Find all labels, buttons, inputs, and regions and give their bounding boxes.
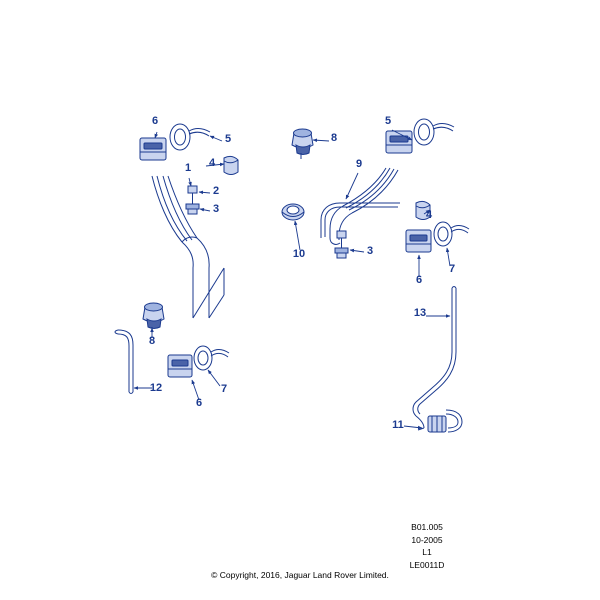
part-2-bolt-right <box>337 231 346 248</box>
callout-7-alt: 7 <box>448 263 456 275</box>
part-3-nut-left <box>186 204 199 214</box>
callout-4: 4 <box>208 157 216 169</box>
part-8-pump-right <box>292 129 313 159</box>
callout-7: 7 <box>220 383 228 395</box>
callout-1: 1 <box>184 162 192 174</box>
callout-5-alt: 5 <box>384 115 392 127</box>
part-7-grommet-bottom-left <box>194 346 229 370</box>
part-12-hose-left <box>115 330 133 394</box>
footer-drawing: LE0011D <box>409 559 445 570</box>
part-9-hose-right <box>321 168 400 244</box>
callout-6-alt: 6 <box>195 397 203 409</box>
part-11-connector <box>416 410 462 432</box>
callout-numbers <box>149 115 455 431</box>
part-8-pump-left <box>143 303 164 333</box>
callout-13: 13 <box>413 307 427 319</box>
part-4-cap-left <box>224 156 238 174</box>
part-6-clip-bottom-left <box>168 355 192 377</box>
callout-6-alt2: 6 <box>415 274 423 286</box>
part-1-hose-left <box>152 176 224 318</box>
part-5-grommet-right <box>414 119 454 145</box>
leader-lines <box>134 130 450 428</box>
part-5-grommet-left <box>170 124 210 150</box>
callout-2: 2 <box>212 185 220 197</box>
callout-4-alt: 4 <box>425 209 433 221</box>
callout-12: 12 <box>149 382 163 394</box>
callout-3-alt: 3 <box>366 245 374 257</box>
part-13-long-hose <box>413 287 456 417</box>
footer-model: L1 <box>422 547 432 557</box>
part-6-clip-left <box>140 138 166 160</box>
callout-5: 5 <box>224 133 232 145</box>
callout-9: 9 <box>355 158 363 170</box>
part-2-bolt-left <box>188 186 197 204</box>
footer-metadata <box>372 521 482 571</box>
callout-6: 6 <box>151 115 159 127</box>
part-6-clip-right-top <box>386 131 412 153</box>
callout-8: 8 <box>148 335 156 347</box>
callout-11: 11 <box>392 419 404 431</box>
footer-date: 10-2005 <box>411 534 443 545</box>
part-6-clip-right-bottom <box>406 230 431 252</box>
part-7-grommet-right <box>434 222 469 246</box>
callout-3: 3 <box>212 203 220 215</box>
callout-10: 10 <box>292 248 306 260</box>
copyright-notice: © Copyright, 2016, Jaguar Land Rover Limited. <box>211 570 389 580</box>
footer-code: B01.005 <box>411 522 443 532</box>
part-10-plug <box>282 204 304 220</box>
callout-8-alt: 8 <box>330 132 338 144</box>
part-3-nut-right <box>335 248 348 258</box>
